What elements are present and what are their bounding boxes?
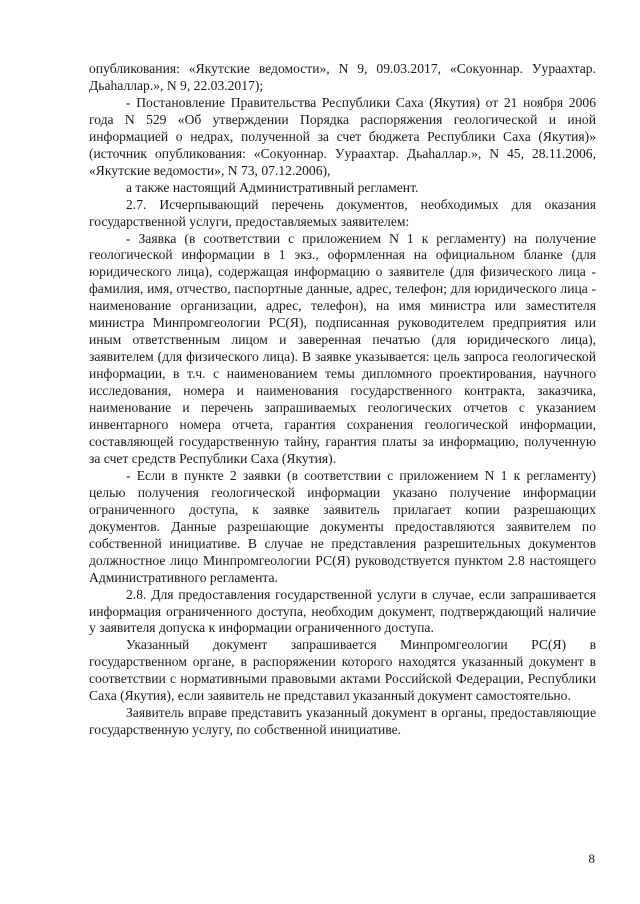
paragraph-applicant-right: Заявитель вправе представить указанный документ в органы, предоставляющие государственную услугу, по собственной инициативе. [89,705,596,738]
paragraph-section-2-8: 2.8. Для предоставления государственной услуги в случае, если запрашивается информация ограниченного доступа, необходим документ, подтверждающий наличие у заявителя допуска к информации ограниченного доступа. [89,586,596,636]
paragraph-document-request: Указанный документ запрашивается Минпромгеологии РС(Я) в государственном органе, в распоряжении которого находятся указанный документ в соответствии с нормативными правовыми актами Российской Федерации, Республики Саха (Якутия), если заявитель не представил указанный документ самостоятельно. [89,637,596,704]
paragraph-restricted-access-item: - Если в пункте 2 заявки (в соответствии с приложением N 1 к регламенту) целью получения геологической информации указано получение информации ограниченного доступа, к заявке заявитель прилагает копии разрешающих документов. Данные разрешающие документы предоставляются заявителем по собственной инициативе. В случае не представления разрешительных документов должностное лицо Минпромгеологии РС(Я) руководствуется пунктом 2.8 настоящего Административного регламента. [89,467,596,585]
paragraph-admin-regulation: а также настоящий Административный регламент. [126,179,419,195]
paragraph-application-item: - Заявка (в соответствии с приложением N 1 к регламенту) на получение геологической информации в 1 экз., оформленная на официальном бланке (для юридического лица), содержащая информацию о заявителе (для физического лица - фамилия, имя, отчество, паспортные данные, адрес, телефон; для юридического лица - наименование организации, адрес, телефон), на имя министра или заместителя министра Минпромгеологии РС(Я), подписанная руководителем предприятия или иным ответственным лицом и заверенная печатью (для юридического лица), заявителем (для физического лица). В заявке указывается: цель запроса геологической информации, в т.ч. с наименованием темы дипломного проектирования, научного исследования, номера и наименования государственного контракта, заказчика, наименование и перечень запрашиваемых геологических отчетов с указанием инвентарного номера отчета, гарантия сохранения геологической информации, составляющей государственную тайну, гарантия платы за информацию, полученную за счет средств Республики Саха (Якутия). [89,230,596,466]
paragraph-section-2-7: 2.7. Исчерпывающий перечень документов, необходимых для оказания государственной услуги, предоставляемых заявителем: [89,196,596,229]
paragraph-publication-source: опубликования: «Якутские ведомости», N 9, 09.03.2017, «Сокуоннар. Уураахтар. Дьаһаллар.», N 9, 22.03.2017); [89,61,596,93]
page-number: 8 [588,851,595,866]
paragraph-resolution-529: - Постановление Правительства Республики Саха (Якутия) от 21 ноября 2006 года N 529 «Об утверждении Порядка распоряжения геологической и иной информацией о недрах, полученной за счет бюджета Республики Саха (Якутия)» (источник опубликования: «Сокуоннар. Уураахтар. Дьаһаллар.», N 45, 28.11.2006, «Якутские ведомости», N 73, 07.12.2006), [89,94,596,178]
document-body [89,61,596,739]
